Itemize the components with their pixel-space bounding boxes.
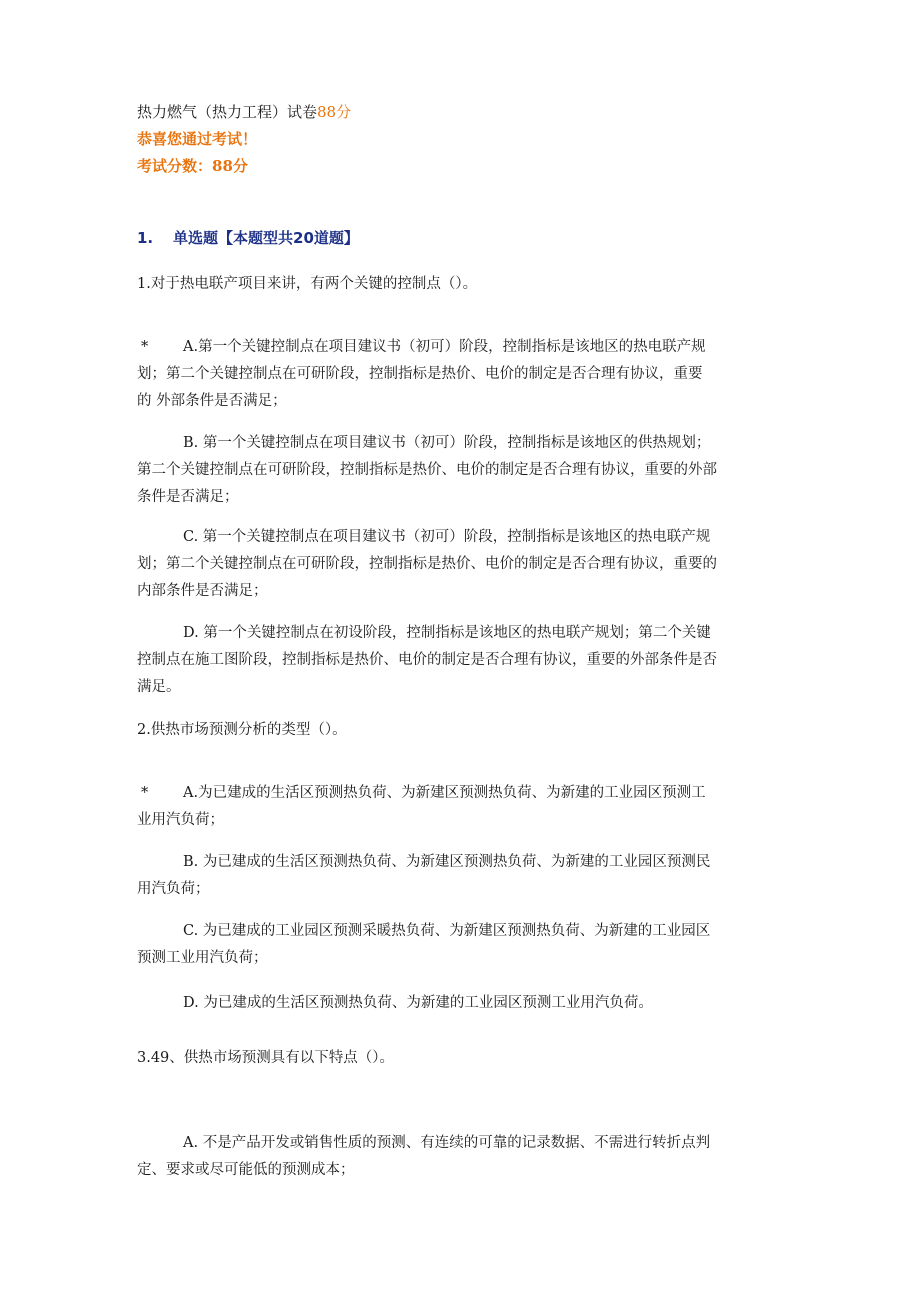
question-1-stem: 1.对于热电联产项目来讲，有两个关键的控制点（）。 bbox=[137, 276, 478, 292]
question-2-option-a[interactable] bbox=[137, 780, 793, 834]
option-line: 内部条件是否满足； bbox=[137, 583, 268, 599]
section-heading bbox=[137, 226, 359, 250]
option-text: A.第一个关键控制点在项目建议书（初可）阶段，控制指标是该地区的热电联产规 bbox=[183, 339, 706, 355]
option-line: 业用汽负荷； bbox=[137, 812, 224, 828]
question-1-option-a[interactable] bbox=[137, 334, 793, 415]
exam-score: 考试分数：88分 bbox=[137, 157, 248, 175]
option-line: 划；第二个关键控制点在可研阶段，控制指标是热价、电价的制定是否合理有协议，重要的 bbox=[137, 556, 717, 572]
question-2-option-c[interactable] bbox=[137, 918, 793, 972]
option-line: 预测工业用汽负荷； bbox=[137, 950, 268, 966]
option-text: B. 第一个关键控制点在项目建议书（初可）阶段，控制指标是该地区的供热规划； bbox=[183, 435, 711, 451]
question-2-option-d[interactable] bbox=[137, 990, 793, 1017]
option-line: 条件是否满足； bbox=[137, 489, 239, 505]
option-text: B. 为已建成的生活区预测热负荷、为新建区预测热负荷、为新建的工业园区预测民 bbox=[183, 854, 711, 870]
option-line bbox=[137, 849, 793, 876]
section-number: 1. bbox=[137, 229, 154, 247]
exam-title bbox=[137, 100, 351, 124]
section-title: 单选题【本题型共20道题】 bbox=[173, 229, 359, 247]
option-line bbox=[137, 334, 793, 361]
option-text: D. 第一个关键控制点在初设阶段，控制指标是该地区的热电联产规划；第二个关键 bbox=[183, 625, 711, 641]
question-3-option-a[interactable] bbox=[137, 1130, 793, 1184]
option-line bbox=[137, 780, 793, 807]
question-1-option-b[interactable] bbox=[137, 430, 793, 511]
question-3-stem: 3.49、供热市场预测具有以下特点（）。 bbox=[137, 1050, 395, 1066]
option-text: C. 为已建成的工业园区预测采暖热负荷、为新建区预测热负荷、为新建的工业园区 bbox=[183, 923, 711, 939]
exam-title-text: 热力燃气（热力工程）试卷 bbox=[137, 103, 318, 121]
option-text: C. 第一个关键控制点在项目建议书（初可）阶段，控制指标是该地区的热电联产规 bbox=[183, 529, 711, 545]
option-line bbox=[137, 524, 793, 551]
question-2-option-b[interactable] bbox=[137, 849, 793, 903]
option-line bbox=[137, 430, 793, 457]
option-line bbox=[137, 918, 793, 945]
option-line bbox=[137, 990, 793, 1017]
option-line: 第二个关键控制点在可研阶段，控制指标是热价、电价的制定是否合理有协议，重要的外部 bbox=[137, 462, 717, 478]
option-line: 满足。 bbox=[137, 679, 181, 695]
option-line: 的 外部条件是否满足； bbox=[137, 393, 287, 409]
congrats-message: 恭喜您通过考试！ bbox=[137, 130, 258, 148]
question-1-option-d[interactable] bbox=[137, 620, 793, 701]
exam-title-score: 88分 bbox=[317, 103, 352, 121]
selected-marker: * bbox=[141, 785, 149, 801]
option-line: 控制点在施工图阶段，控制指标是热价、电价的制定是否合理有协议，重要的外部条件是否 bbox=[137, 652, 717, 668]
question-1-option-c[interactable] bbox=[137, 524, 793, 605]
option-line: 划；第二个关键控制点在可研阶段，控制指标是热价、电价的制定是否合理有协议，重要 bbox=[137, 366, 703, 382]
option-text: D. 为已建成的生活区预测热负荷、为新建的工业园区预测工业用汽负荷。 bbox=[183, 995, 653, 1011]
option-text: A.为已建成的生活区预测热负荷、为新建区预测热负荷、为新建的工业园区预测工 bbox=[183, 785, 706, 801]
option-line bbox=[137, 620, 793, 647]
option-line bbox=[137, 1130, 793, 1157]
option-line: 定、要求或尽可能低的预测成本； bbox=[137, 1162, 355, 1178]
selected-marker: * bbox=[141, 339, 149, 355]
option-line: 用汽负荷； bbox=[137, 881, 210, 897]
question-2-stem: 2.供热市场预测分析的类型（）。 bbox=[137, 722, 347, 738]
option-text: A. 不是产品开发或销售性质的预测、有连续的可靠的记录数据、不需进行转折点判 bbox=[183, 1135, 711, 1151]
